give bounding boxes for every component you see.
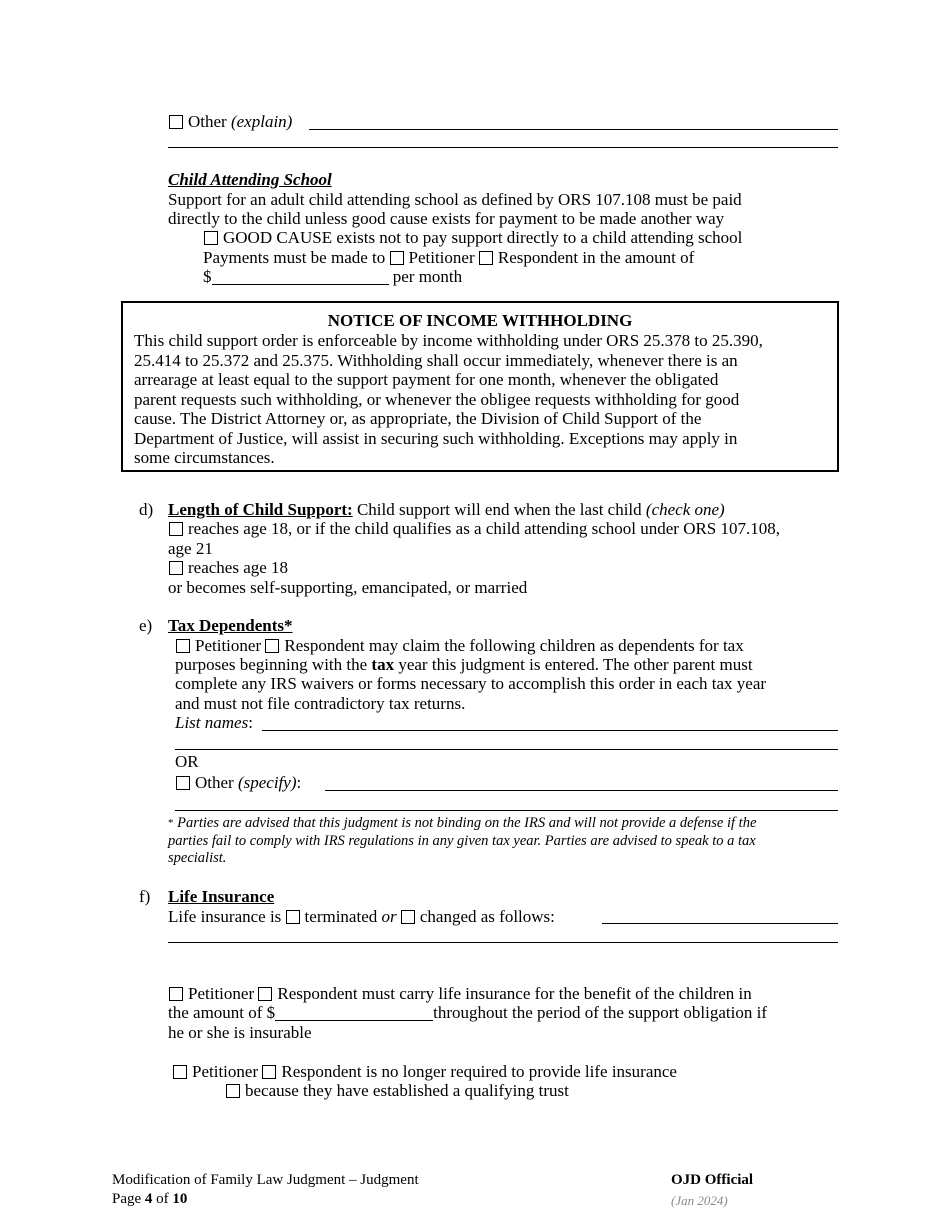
terminated-checkbox[interactable] bbox=[286, 910, 300, 924]
section-f-letter: f) bbox=[139, 887, 151, 906]
payments-row: Payments must be made to Petitioner Respondent in the amount of bbox=[203, 248, 695, 267]
list-names-label: List names: bbox=[175, 713, 253, 732]
carry-respondent-checkbox[interactable] bbox=[258, 987, 272, 1001]
irs-note-line1: * Parties are advised that this judgment is not binding on the IRS and will not provide a defense if the bbox=[168, 815, 757, 831]
tax-other-checkbox[interactable] bbox=[176, 776, 190, 790]
carry-petitioner-checkbox[interactable] bbox=[169, 987, 183, 1001]
nolonger-petitioner-checkbox[interactable] bbox=[173, 1065, 187, 1079]
length-child-support-row: Length of Child Support: Child support will end when the last child (check one) bbox=[168, 500, 725, 519]
notice-line: 25.414 to 25.372 and 25.375. Withholding shall occur immediately, whenever there is an bbox=[134, 350, 738, 370]
school-text-line1: Support for an adult child attending school as defined by ORS 107.108 must be paid bbox=[168, 190, 742, 209]
notice-line: parent requests such withholding, or whenever the obligee requests withholding for good bbox=[134, 389, 740, 409]
payment-amount-row: $ per month bbox=[203, 267, 463, 286]
other-explain-field-line2[interactable] bbox=[168, 147, 838, 148]
changed-checkbox[interactable] bbox=[401, 910, 415, 924]
tax-text-line3: complete any IRS waivers or forms necessary to accomplish this order in each tax year bbox=[175, 674, 767, 693]
age21-option-row: reaches age 18, or if the child qualifies as a child attending school under ORS 107.108, bbox=[169, 519, 780, 539]
support-end-tail: or becomes self-supporting, emancipated, or married bbox=[168, 578, 528, 597]
list-names-field[interactable] bbox=[262, 730, 838, 731]
other-explain-row: Other (explain) bbox=[169, 112, 292, 132]
payments-respondent-checkbox[interactable] bbox=[479, 251, 493, 265]
no-longer-required-row: Petitioner Respondent is no longer required to provide life insurance bbox=[173, 1062, 677, 1082]
carry-amount-row: the amount of $ throughout the period of the support obligation if bbox=[168, 1003, 767, 1022]
nolonger-respondent-checkbox[interactable] bbox=[262, 1065, 276, 1079]
tax-dependents-heading: Tax Dependents* bbox=[168, 616, 293, 635]
footer-date: (Jan 2024) bbox=[671, 1193, 728, 1208]
irs-note-line2: parties fail to comply with IRS regulations in any given tax year. Parties are advised to speak to a tax bbox=[168, 833, 756, 849]
insurance-amount-field[interactable] bbox=[275, 1004, 433, 1021]
age18-checkbox[interactable] bbox=[169, 561, 183, 575]
notice-line: cause. The District Attorney or, as appropriate, the Division of Child Support of the bbox=[134, 409, 702, 428]
tax-respondent-checkbox[interactable] bbox=[265, 639, 279, 653]
qualifying-trust-checkbox[interactable] bbox=[226, 1084, 240, 1098]
list-names-field-line2[interactable] bbox=[175, 749, 838, 750]
or-label: OR bbox=[175, 752, 199, 771]
tax-petitioner-checkbox[interactable] bbox=[176, 639, 190, 653]
tax-other-field[interactable] bbox=[325, 790, 838, 791]
insurable-text: he or she is insurable bbox=[168, 1023, 312, 1042]
child-school-heading: Child Attending School bbox=[168, 170, 332, 189]
notice-title: NOTICE OF INCOME WITHHOLDING bbox=[327, 311, 633, 330]
age18-option-row: reaches age 18 bbox=[169, 558, 288, 578]
good-cause-checkbox[interactable] bbox=[204, 231, 218, 245]
notice-line: This child support order is enforceable by income withholding under ORS 25.378 to 25.390, bbox=[134, 331, 763, 350]
tax-claim-row: Petitioner Respondent may claim the following children as dependents for tax bbox=[176, 636, 744, 656]
good-cause-row: GOOD CAUSE exists not to pay support directly to a child attending school bbox=[204, 228, 742, 248]
section-d-letter: d) bbox=[139, 500, 154, 519]
footer-official: OJD Official bbox=[671, 1172, 754, 1188]
tax-text-line4: and must not file contradictory tax returns. bbox=[175, 694, 466, 713]
changed-as-follows-field-line2[interactable] bbox=[168, 942, 838, 943]
footer-title: Modification of Family Law Judgment – Judgment bbox=[112, 1172, 419, 1188]
qualifying-trust-row: because they have established a qualifying trust bbox=[226, 1081, 569, 1101]
tax-other-field-line2[interactable] bbox=[175, 810, 838, 811]
age21-checkbox[interactable] bbox=[169, 522, 183, 536]
tax-other-row: Other (specify): bbox=[176, 773, 301, 793]
other-explain-field[interactable] bbox=[309, 129, 838, 130]
notice-line: Department of Justice, will assist in securing such withholding. Exceptions may apply in bbox=[134, 428, 738, 448]
notice-line: arrearage at least equal to the support payment for one month, whenever the obligated bbox=[134, 370, 719, 389]
other-explain-checkbox[interactable] bbox=[169, 115, 183, 129]
tax-text-line2: purposes beginning with the tax year this judgment is entered. The other parent must bbox=[175, 655, 753, 674]
section-e-letter: e) bbox=[139, 616, 153, 635]
payment-amount-field[interactable] bbox=[212, 268, 389, 285]
changed-as-follows-field[interactable] bbox=[602, 923, 838, 924]
payments-petitioner-checkbox[interactable] bbox=[390, 251, 404, 265]
school-text-line2: directly to the child unless good cause exists for payment to be made another way bbox=[168, 209, 725, 228]
irs-note-line3: specialist. bbox=[168, 850, 227, 866]
life-insurance-status-row: Life insurance is terminated or changed as follows: bbox=[168, 907, 555, 926]
footer-page-number: Page 4 of 10 bbox=[112, 1191, 188, 1207]
notice-line: some circumstances. bbox=[134, 448, 275, 467]
age21-option-line2: age 21 bbox=[168, 539, 213, 558]
income-withholding-notice bbox=[121, 301, 839, 472]
life-insurance-heading: Life Insurance bbox=[168, 887, 275, 906]
carry-insurance-row: Petitioner Respondent must carry life insurance for the benefit of the children in bbox=[169, 984, 752, 1004]
